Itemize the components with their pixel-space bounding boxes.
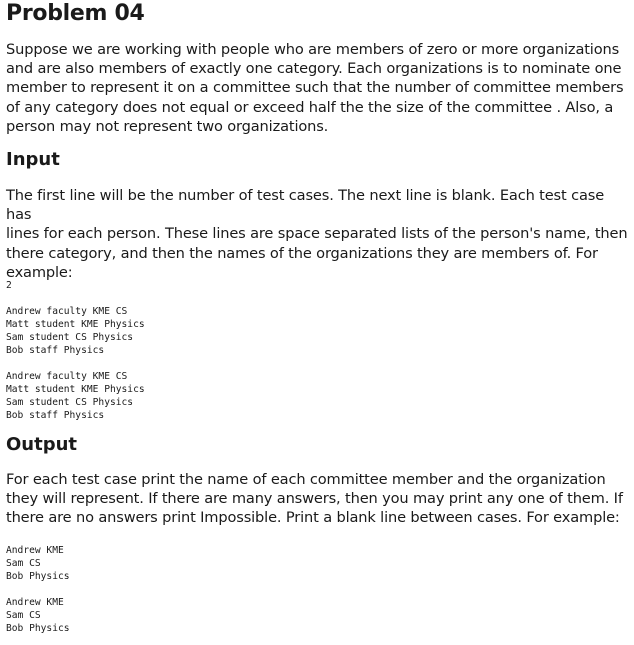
intro-line: of any category does not equal or exceed half the the size of the committee . Also, a	[6, 98, 614, 116]
code-line: Bob staff Physics	[6, 345, 105, 356]
code-line: Andrew faculty KME CS	[6, 371, 128, 382]
code-line: Matt student KME Physics	[6, 384, 145, 395]
input-description-line: there category, and then the names of the organizations they are members of. For	[6, 244, 598, 262]
output-example-code	[6, 544, 70, 635]
code-line: Bob staff Physics	[6, 410, 105, 421]
code-line: Matt student KME Physics	[6, 319, 145, 330]
code-line: Sam student CS Physics	[6, 332, 134, 343]
code-line: Bob Physics	[6, 623, 70, 634]
code-line: Sam CS	[6, 610, 41, 621]
input-heading: Input	[6, 149, 60, 170]
code-line: Bob Physics	[6, 571, 70, 582]
intro-paragraph	[6, 40, 623, 136]
code-line: Sam student CS Physics	[6, 397, 134, 408]
intro-line: person may not represent two organizations.	[6, 117, 329, 135]
code-line: Sam CS	[6, 558, 41, 569]
code-blank-line	[6, 583, 70, 596]
input-description-line: The first line will be the number of test cases. The next line is blank. Each test case has	[6, 187, 605, 224]
output-description-line: For each test case print the name of each committee member and the organization	[6, 471, 606, 488]
input-description-line: lines for each person. These lines are space separated lists of the person's name, then	[6, 225, 628, 243]
output-description-line: they will represent. If there are many answers, then you may print any one of them. If	[6, 490, 623, 508]
output-heading: Output	[6, 434, 78, 455]
intro-line: Suppose we are working with people who are members of zero or more organizations	[6, 41, 620, 58]
intro-line: and are also members of exactly one category. Each organizations is to nominate one	[6, 60, 622, 78]
code-blank-line	[6, 292, 145, 305]
output-description-line: there are no answers print Impossible. Print a blank line between cases. For example:	[6, 509, 620, 527]
input-description	[6, 186, 628, 282]
code-blank-line	[6, 357, 145, 370]
input-description-line: example:	[6, 263, 73, 281]
code-line: Andrew faculty KME CS	[6, 306, 128, 317]
output-description	[6, 470, 623, 528]
intro-line: member to represent it on a committee such that the number of committee members	[6, 79, 624, 97]
code-line: Andrew KME	[6, 597, 64, 608]
code-line: Andrew KME	[6, 545, 64, 556]
input-example-code	[6, 279, 145, 422]
page-title: Problem 04	[6, 1, 145, 26]
code-line-count: 2	[6, 280, 12, 291]
